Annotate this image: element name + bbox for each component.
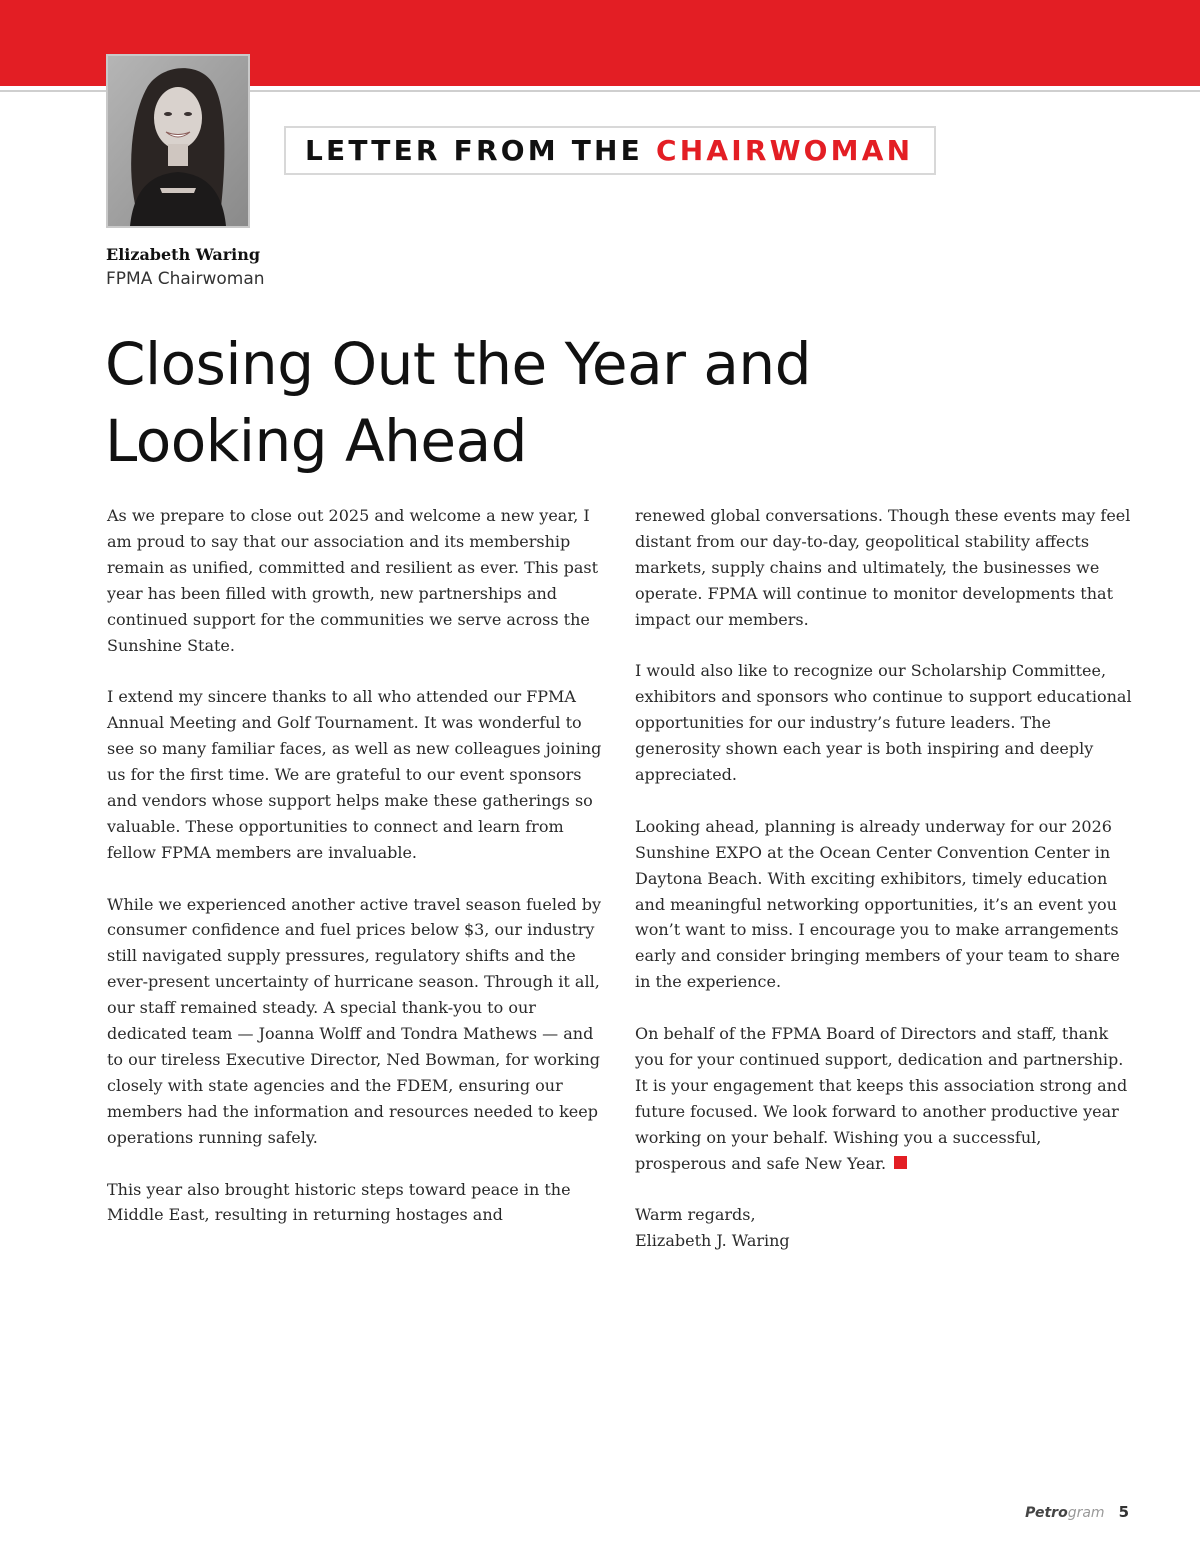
end-mark-icon: [894, 1156, 907, 1169]
page-footer: [1025, 1503, 1129, 1521]
paragraph: This year also brought historic steps toward peace in the Middle East, resulting in returning hostages and: [107, 1179, 571, 1225]
paragraph: Looking ahead, planning is already underway for our 2026 Sunshine EXPO at the Ocean Center Convention Center in Daytona Beach. With exciting exhibitors, timely education and meaningful networking opportunities, it’s an event you won’t want to miss. I encourage you to make arrangements early and consider bringing members of your team to share in the experience.: [635, 816, 1120, 992]
section-header: [284, 126, 936, 175]
author-photo: [106, 54, 250, 228]
section-header-label: LETTER FROM THE: [305, 134, 644, 167]
right-column: [635, 503, 1135, 1254]
author-name: Elizabeth Waring: [106, 245, 261, 264]
paragraph: I extend my sincere thanks to all who attended our FPMA Annual Meeting and Golf Tournament. It was wonderful to see so many familiar faces, as well as new colleagues joining us for the first time. We are grateful to our event sponsors and vendors whose support helps make these gatherings so valuable. These opportunities to connect and learn from fellow FPMA members are invaluable.: [107, 687, 602, 862]
section-header-highlight: CHAIRWOMAN: [655, 134, 914, 167]
paragraph: renewed global conversations. Though these events may feel distant from our day-to-day, geopolitical stability affects markets, supply chains and ultimately, the businesses we operate. FPMA will continue to monitor developments that impact our members.: [635, 506, 1131, 629]
paragraph-text: On behalf of the FPMA Board of Directors and staff, thank you for your continued support, dedication and partnership. It is your engagement that keeps this association strong and future focused. We look forward to another productive year working on your behalf. Wishing you a successful, prosperous and safe New Year.: [635, 1024, 1128, 1173]
author-role: FPMA Chairwoman: [106, 269, 265, 289]
article-title: [105, 326, 1005, 480]
paragraph: As we prepare to close out 2025 and welcome a new year, I am proud to say that our association and its membership remain as unified, committed and resilient as ever. This past year has been filled with growth, new partnerships and continued support for the communities we serve across the Sunshine State.: [107, 506, 598, 655]
closing-paragraph: [635, 1021, 1135, 1176]
paragraph: While we experienced another active travel season fueled by consumer confidence and fuel prices below $3, our industry still navigated supply pressures, regulatory shifts and the ever-present uncertainty of hurricane season. Through it all, our staff remained steady. A special thank-you to our dedicated team — Joanna Wolff and Tondra Mathews — and to our tireless Executive Director, Ned Bowman, for working closely with state agencies and the FDEM, ensuring our members had the information and resources needed to keep operations running safely.: [107, 894, 602, 1147]
sign-off: [635, 1202, 1135, 1254]
publication-name-bold: Petro: [1025, 1505, 1068, 1521]
publication-name-light: gram: [1067, 1505, 1105, 1521]
paragraph: I would also like to recognize our Scholarship Committee, exhibitors and sponsors who continue to support educational opportunities for our industry’s future leaders. The generosity shown each year is both inspiring and deeply appreciated.: [635, 661, 1132, 785]
closing-salutation: Warm regards,: [635, 1205, 756, 1225]
article-title-line-1: Closing Out the Year and: [105, 330, 812, 398]
portrait-photo-icon: [108, 56, 248, 226]
signature: Elizabeth J. Waring: [635, 1231, 790, 1251]
article-title-line-2: Looking Ahead: [105, 407, 527, 475]
left-column: [107, 503, 607, 1254]
page-number: 5: [1118, 1503, 1129, 1521]
